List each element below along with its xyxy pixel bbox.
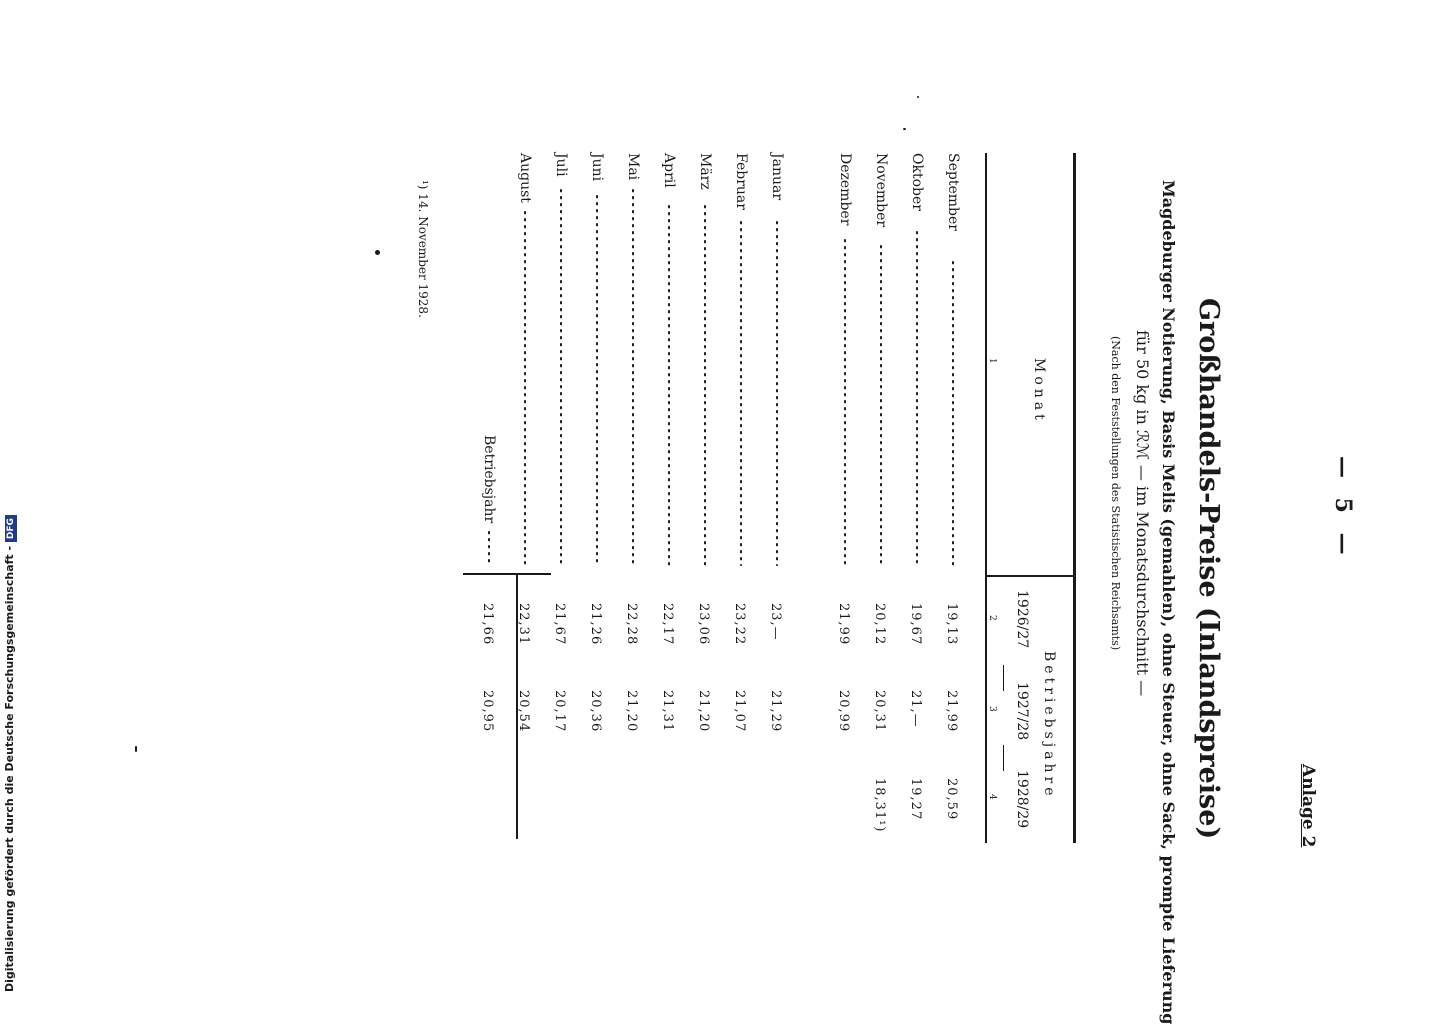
table-row-oktober-v2: 21,— <box>908 690 923 728</box>
ink-speck <box>375 250 380 255</box>
table-row-juni-v2: 20,36 <box>588 690 603 733</box>
table-row-september-v2: 21,99 <box>944 690 959 733</box>
table-row-april-v1: 22,17 <box>660 603 675 646</box>
table-row-februar-v2: 21,07 <box>732 690 747 733</box>
table-row-mai-month: Mai <box>625 153 641 181</box>
table-row-juli-v1: 21,67 <box>552 603 567 646</box>
table-row-september-v3: 20,59 <box>944 778 959 821</box>
header-month: Monat <box>1031 358 1047 424</box>
total-row-v2: 20,95 <box>480 690 495 733</box>
ink-speck <box>903 128 906 130</box>
table-row-november-v1: 20,12 <box>872 603 887 646</box>
column-number-2: 2 <box>987 615 997 621</box>
table-row-januar-v2: 21,29 <box>768 690 783 733</box>
table-row-januar-v1: 23,— <box>768 603 783 641</box>
year-1928-29: 1928/29 <box>1014 770 1030 829</box>
year-1927-28: 1927/28 <box>1014 682 1030 741</box>
table-row-juni-v1: 21,26 <box>588 603 603 646</box>
table-row-juli-v2: 20,17 <box>552 690 567 733</box>
ink-speck <box>135 746 137 752</box>
table-row-april-month: April <box>661 153 677 188</box>
table-row-dezember-v2: 20,99 <box>836 690 851 733</box>
subtitle-quotation: Magdeburger Notierung, Basis Melis (gemahlen), ohne Steuer, ohne Sack, prompte Lieferung <box>1159 180 1178 1024</box>
table-row-september-v1: 19,13 <box>944 603 959 646</box>
table-row-november-month: November <box>873 153 889 228</box>
table-row-oktober-month: Oktober <box>909 153 925 211</box>
credit-text: Digitalisierung gefördert durch die Deutsche Forschungsgemeinschaft - <box>3 545 16 992</box>
total-row-v1: 21,66 <box>480 603 495 646</box>
annex-label: Anlage 2 <box>1298 764 1318 848</box>
table-row-mai-v1: 22,28 <box>624 603 639 646</box>
table-row-november-v3: 18,31¹) <box>872 778 887 833</box>
table-row-maerz-month: März <box>697 153 713 190</box>
table-row-februar-v1: 23,22 <box>732 603 747 646</box>
column-number-3: 3 <box>987 706 997 712</box>
table-row-august-v1: 22,31 <box>516 603 531 646</box>
year-1926-27: 1926/27 <box>1014 590 1030 649</box>
table-row-november-v2: 20,31 <box>872 690 887 733</box>
source-note: (Nach den Feststellungen des Statistischen Reichsamts) <box>1109 336 1122 651</box>
table-row-maerz-v1: 23,06 <box>696 603 711 646</box>
leader-lines <box>489 190 953 565</box>
header-years: Betriebsjahre <box>1041 651 1057 800</box>
table-row-januar-month: Januar <box>769 153 785 201</box>
dfg-logo: DFG <box>5 515 17 542</box>
table-row-oktober-v3: 19,27 <box>908 778 923 821</box>
table-row-april-v2: 21,31 <box>660 690 675 733</box>
total-row-label: Betriebsjahr <box>481 435 497 524</box>
column-number-4: 4 <box>987 794 997 800</box>
table-row-oktober-v1: 19,67 <box>908 603 923 646</box>
table-row-maerz-v2: 21,20 <box>696 690 711 733</box>
ink-speck <box>917 96 919 98</box>
digitization-credit <box>3 515 16 992</box>
column-number-1: 1 <box>987 358 997 364</box>
table-row-dezember-month: Dezember <box>837 153 853 226</box>
table-row-dezember-v1: 21,99 <box>836 603 851 646</box>
table-row-mai-v2: 21,20 <box>624 690 639 733</box>
table-row-september-month: September <box>945 153 961 231</box>
table-row-august-v2: 20,54 <box>516 690 531 733</box>
table-row-juni-month: Juni <box>589 153 605 182</box>
table-row-februar-month: Februar <box>733 153 749 210</box>
page-title: Großhandels-Preise (Inlandspreise) <box>1193 298 1224 840</box>
page-number: — 5 — <box>1330 456 1356 561</box>
footnote: ¹) 14. November 1928. <box>416 180 430 318</box>
subtitle-unit: für 50 kg in ℛℳ — im Monatsdurchschnitt — <box>1133 330 1152 697</box>
table-row-juli-month: Juli <box>553 153 569 177</box>
table-row-august-month: August <box>517 153 533 203</box>
